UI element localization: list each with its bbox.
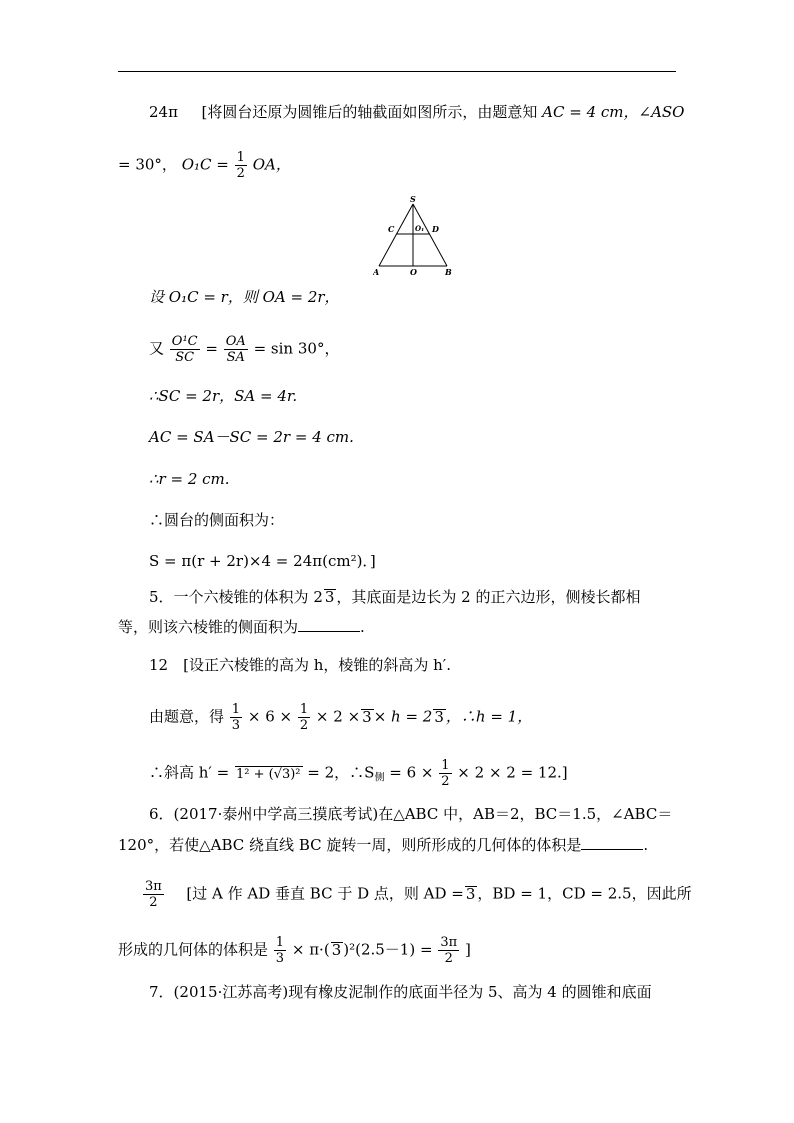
cone-axial-section-figure [373, 194, 463, 276]
label-o: O [410, 267, 417, 276]
edge-sa [379, 204, 413, 266]
math-text: = 6 × [389, 763, 434, 782]
math-text: ∴斜高 h′ = [149, 763, 230, 782]
question-6-line-1: 6．(2017·泰州中学高三摸底考试)在△ABC 中，AB＝2，BC＝1.5，∠ABC＝ [149, 805, 673, 823]
angle-value: = 30°， [118, 155, 177, 174]
segment-o1c: O₁C = [181, 155, 229, 174]
question-5-answer-1: 12 [设正六棱锥的高为 h，棱锥的斜高为 h′. [149, 656, 451, 674]
step-4: AC = SA－SC = 2r = 4 cm. [149, 428, 354, 446]
answer-text: 形成的几何体的体积是 [118, 940, 269, 959]
sqrt-3: 3 [362, 707, 372, 726]
fraction-denominator: SC [175, 350, 195, 365]
step-6: ∴圆台的侧面积为： [149, 511, 285, 529]
answer-text: [将圆台还原为圆锥后的轴截面如图所示，由题意知 [201, 103, 538, 121]
fraction-one-half [439, 758, 451, 789]
question-6-answer-1 [142, 879, 692, 910]
math-text: × h = 2 [373, 707, 433, 726]
segment-oa: OA， [252, 155, 291, 174]
fraction-denominator: 2 [149, 895, 158, 910]
answer-blank [298, 617, 360, 632]
question-5-text-end: 等，则该六棱锥的侧面积为 [118, 618, 299, 636]
math-text: × 2 × 2 = 12.] [457, 763, 568, 782]
sqrt-3: 3 [331, 940, 342, 959]
answer-line-1 [149, 102, 684, 122]
answer-math: AC = 4 cm，∠ASO [542, 103, 685, 121]
fraction-numerator: 3π [440, 935, 458, 950]
fraction-numerator: OA [225, 334, 246, 349]
label-s: S [410, 194, 416, 204]
math-text: × π·( [291, 940, 330, 959]
fraction-result [438, 935, 459, 966]
fraction-denominator: SA [226, 350, 245, 365]
question-6-line-2 [118, 835, 648, 855]
fraction-answer [143, 879, 164, 910]
sqrt-expression: 1² + (√3)² [235, 766, 301, 782]
answer-blank [581, 835, 643, 850]
step-3: ∴SC = 2r，SA = 4r. [149, 387, 298, 405]
period: . [360, 618, 365, 636]
subscript-side: 侧 [374, 772, 385, 784]
answer-text: ，BD = 1，CD = 2.5，因此所 [477, 884, 692, 903]
math-text: × 6 × [247, 707, 293, 726]
question-5-answer-3 [149, 758, 568, 789]
math-text: ，∴h = 1， [445, 707, 533, 726]
step-5: ∴r = 2 cm. [149, 470, 230, 488]
period: . [643, 836, 649, 854]
sqrt-3: 3 [434, 707, 444, 726]
fraction-numerator: 1 [299, 702, 309, 717]
fraction-numerator: 1 [441, 758, 450, 773]
question-5-line-1 [149, 587, 641, 607]
question-5-answer-2 [149, 702, 532, 733]
math-text: × 2 × [315, 707, 361, 726]
fraction-denominator: 3 [275, 951, 285, 966]
step-1: 设 O₁C = r，则 OA = 2r， [149, 288, 340, 306]
header-rule [118, 71, 676, 72]
answer-line-2 [118, 150, 291, 181]
step-2-suffix: = sin 30°， [253, 339, 340, 358]
sqrt-3: 3 [465, 884, 476, 903]
edge-sb [413, 204, 447, 266]
fraction-denominator: 2 [299, 718, 309, 733]
fraction-numerator: O¹C [171, 334, 198, 349]
fraction-numerator: 1 [236, 150, 245, 165]
question-7-line-1: 7．(2015·江苏高考)现有橡皮泥制作的底面半径为 5、高为 4 的圆锥和底面 [149, 983, 652, 1001]
label-c: C [388, 224, 395, 234]
fraction-o1c-sc [170, 334, 200, 365]
question-6-answer-2 [118, 935, 471, 966]
math-text: = 2，∴S [307, 763, 375, 782]
step-2-prefix: 又 [149, 339, 165, 358]
fraction-numerator: 1 [231, 702, 241, 717]
label-a: A [373, 267, 380, 276]
fraction-denominator: 2 [444, 951, 453, 966]
fraction-numerator: 3π [145, 879, 162, 894]
fraction-one-third [274, 935, 286, 966]
fraction-denominator: 3 [231, 718, 241, 733]
fraction-denominator: 2 [236, 166, 245, 181]
equals-sign: = [205, 339, 218, 358]
fraction-denominator: 2 [441, 774, 450, 789]
fraction-numerator: 1 [275, 935, 285, 950]
answer-value: 24π [149, 103, 178, 121]
label-b: B [445, 267, 452, 276]
fraction-one-third [230, 702, 242, 733]
answer-prefix: 由题意，得 [149, 707, 225, 726]
math-text: ] [464, 940, 471, 959]
label-d: D [432, 224, 439, 234]
answer-text: [过 A 作 AD 垂直 BC 于 D 点，则 AD = [186, 884, 464, 903]
fraction-half [235, 150, 247, 181]
question-5-line-2 [118, 617, 365, 637]
question-6-text: 120°，若使△ABC 绕直线 BC 旋转一周，则所形成的几何体的体积是 [118, 836, 582, 854]
math-text: )²(2.5－1) = [343, 940, 433, 959]
label-o1: O₁ [415, 224, 425, 233]
step-2 [149, 334, 339, 365]
sqrt-3: 3 [324, 588, 335, 606]
question-5-text: 5．一个六棱锥的体积为 2 [149, 588, 323, 606]
fraction-oa-sa [224, 334, 248, 365]
fraction-one-half [298, 702, 310, 733]
question-5-text-cont: ，其底面是边长为 2 的正六边形，侧棱长都相 [336, 588, 641, 606]
step-7: S = π(r + 2r)×4 = 24π(cm²)．] [149, 552, 376, 570]
